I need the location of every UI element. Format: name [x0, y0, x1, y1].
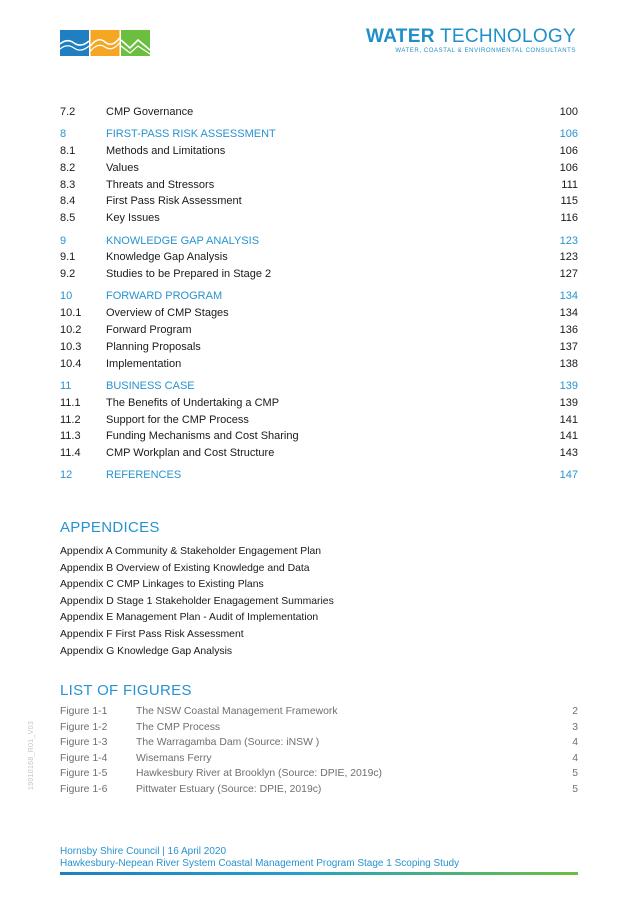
figure-page: 3 [572, 721, 578, 733]
figures-list [60, 704, 578, 797]
figure-title: Hawkesbury River at Brooklyn (Source: DPIE, 2019c) [136, 768, 383, 779]
figure-page: 5 [572, 783, 578, 795]
brand-name [366, 27, 576, 47]
toc-entry-title: Knowledge Gap Analysis [106, 251, 228, 264]
figure-page: 4 [572, 737, 578, 748]
toc-entry-page: 106 [559, 161, 578, 174]
toc-section-row[interactable] [60, 143, 578, 160]
toc-entry-title: The Benefits of Undertaking a CMP [106, 396, 280, 409]
toc-entry-title: FORWARD PROGRAM [106, 290, 223, 303]
footer-divider [60, 872, 578, 875]
toc-entry-page: 139 [559, 379, 578, 392]
toc-entry-page: 134 [559, 290, 578, 303]
toc-entry-title: Support for the CMP Process [106, 413, 249, 426]
toc-section-row[interactable] [60, 322, 578, 339]
figures-heading: LIST OF FIGURES [60, 682, 192, 699]
toc-section-row[interactable] [60, 339, 578, 356]
toc-section-row[interactable] [60, 445, 578, 462]
figure-list-row[interactable] [60, 766, 578, 782]
appendix-item[interactable]: Appendix F First Pass Risk Assessment [60, 628, 244, 640]
toc-entry-title: Values [106, 161, 139, 174]
toc-entry-number: 8.3 [60, 178, 76, 191]
toc-entry-title: Methods and Limitations [106, 145, 226, 158]
toc-entry-title: Key Issues [106, 212, 160, 225]
toc-entry-page: 137 [559, 340, 578, 353]
toc-entry-page: 141 [559, 413, 578, 426]
toc-entry-page: 116 [560, 212, 578, 225]
toc-entry-title: CMP Governance [106, 106, 194, 118]
toc-entry-page: 100 [559, 106, 578, 118]
figure-list-row[interactable] [60, 720, 578, 736]
appendices-list [60, 544, 380, 660]
toc-entry-title: Planning Proposals [106, 340, 201, 353]
appendices-heading: APPENDICES [60, 519, 160, 536]
appendix-item[interactable]: Appendix B Overview of Existing Knowledge and Data [60, 562, 310, 574]
toc-section-row[interactable] [60, 428, 578, 445]
figure-number: Figure 1-4 [60, 752, 108, 764]
toc-entry-title: Implementation [106, 357, 182, 370]
brand-name-bold: WATER [366, 26, 435, 47]
figure-number: Figure 1-2 [60, 721, 108, 733]
toc-section-row[interactable] [60, 104, 578, 121]
toc-entry-title: BUSINESS CASE [106, 379, 195, 392]
brand-tagline: WATER, COASTAL & ENVIRONMENTAL CONSULTANTS [395, 48, 576, 54]
toc-entry-page: 147 [559, 469, 578, 482]
toc-section-row[interactable] [60, 249, 578, 266]
toc-entry-page: 134 [559, 307, 578, 320]
toc-entry-title: First Pass Risk Assessment [106, 195, 242, 208]
toc-entry-number: 11 [60, 379, 72, 392]
appendix-item[interactable]: Appendix E Management Plan - Audit of Implementation [60, 612, 319, 624]
figure-number: Figure 1-3 [60, 737, 108, 748]
toc-entry-page: 136 [559, 324, 578, 337]
toc-chapter-row[interactable] [60, 378, 578, 395]
toc-entry-number: 10.2 [60, 324, 82, 337]
toc-section-row[interactable] [60, 160, 578, 177]
toc-entry-number: 8.5 [60, 212, 76, 225]
figure-page: 4 [572, 752, 578, 764]
toc-entry-title: Studies to be Prepared in Stage 2 [106, 268, 272, 281]
toc-entry-page: 111 [561, 178, 578, 191]
toc-entry-number: 10 [60, 290, 73, 303]
toc-entry-page: 123 [559, 251, 578, 264]
toc-entry-page: 138 [559, 357, 578, 370]
toc-entry-title: CMP Workplan and Cost Structure [106, 447, 275, 460]
toc-entry-page: 139 [559, 396, 578, 409]
figure-list-row[interactable] [60, 704, 578, 720]
toc-entry-title: Funding Mechanisms and Cost Sharing [106, 430, 299, 443]
figure-list-row[interactable] [60, 782, 578, 798]
toc-entry-page: 106 [559, 128, 578, 141]
toc-section-row[interactable] [60, 305, 578, 322]
toc-entry-title: Threats and Stressors [106, 178, 215, 191]
toc-entry-number: 12 [60, 469, 73, 482]
figure-title: The NSW Coastal Management Framework [136, 706, 338, 717]
appendix-item[interactable]: Appendix C CMP Linkages to Existing Plans [60, 579, 264, 591]
toc-entry-number: 9.2 [60, 268, 76, 281]
toc-section-row[interactable] [60, 356, 578, 373]
figure-list-row[interactable] [60, 735, 578, 751]
toc-entry-page: 123 [559, 234, 578, 247]
figure-page: 5 [572, 768, 578, 779]
toc-entry-number: 11.3 [60, 430, 81, 443]
footer-project-title: Hawkesbury-Nepean River System Coastal Management Program Stage 1 Scoping Study [60, 858, 460, 869]
toc-entry-number: 7.2 [60, 106, 76, 118]
toc-chapter-row[interactable] [60, 288, 578, 305]
toc-entry-number: 8.2 [60, 161, 76, 174]
toc-entry-page: 143 [559, 447, 578, 460]
toc-entry-number: 8.1 [60, 145, 76, 158]
appendix-item[interactable]: Appendix G Knowledge Gap Analysis [60, 645, 233, 657]
toc-section-row[interactable] [60, 193, 578, 210]
toc-entry-page: 115 [560, 195, 578, 208]
figure-number: Figure 1-6 [60, 783, 108, 795]
toc-entry-number: 10.1 [60, 307, 82, 320]
figure-number: Figure 1-5 [60, 768, 108, 779]
figure-page: 2 [572, 706, 578, 717]
toc-entry-title: REFERENCES [106, 469, 182, 482]
appendix-item[interactable]: Appendix A Community & Stakeholder Engagement Plan [60, 546, 322, 557]
brand-name-light: TECHNOLOGY [439, 26, 576, 47]
figure-title: The CMP Process [136, 721, 221, 733]
toc-section-row[interactable] [60, 412, 578, 429]
figure-title: Pittwater Estuary (Source: DPIE, 2019c) [136, 783, 322, 795]
toc-entry-number: 11.4 [60, 447, 81, 460]
footer-client-date: Hornsby Shire Council | 16 April 2020 [60, 846, 227, 857]
toc-entry-number: 9.1 [60, 251, 76, 264]
company-logo-icon [60, 30, 150, 56]
appendix-item[interactable]: Appendix D Stage 1 Stakeholder Enagagement Summaries [60, 595, 334, 607]
toc-chapter-row[interactable] [60, 126, 578, 143]
toc-entry-number: 10.3 [60, 340, 82, 353]
toc-entry-number: 9 [60, 234, 67, 247]
toc-entry-number: 8 [60, 128, 67, 141]
brand-wordmark [366, 27, 576, 54]
toc-entry-number: 11.1 [60, 396, 81, 409]
table-of-contents [60, 104, 578, 484]
toc-entry-number: 10.4 [60, 357, 82, 370]
toc-section-row[interactable] [60, 177, 578, 194]
document-reference: 19010168_R01_V03 [28, 720, 35, 790]
figure-title: Wisemans Ferry [136, 752, 212, 764]
toc-entry-title: Forward Program [106, 324, 192, 337]
toc-chapter-row[interactable] [60, 233, 578, 250]
toc-section-row[interactable] [60, 210, 578, 227]
toc-section-row[interactable] [60, 395, 578, 412]
toc-entry-page: 127 [559, 268, 578, 281]
toc-entry-page: 106 [559, 145, 578, 158]
toc-entry-page: 141 [559, 430, 578, 443]
figure-list-row[interactable] [60, 751, 578, 767]
figure-number: Figure 1-1 [60, 706, 108, 717]
toc-entry-title: FIRST-PASS RISK ASSESSMENT [106, 128, 276, 141]
toc-entry-number: 11.2 [60, 413, 81, 426]
toc-section-row[interactable] [60, 266, 578, 283]
toc-entry-number: 8.4 [60, 195, 76, 208]
toc-entry-title: Overview of CMP Stages [106, 307, 229, 320]
toc-entry-title: KNOWLEDGE GAP ANALYSIS [106, 234, 260, 247]
figure-title: The Warragamba Dam (Source: iNSW ) [136, 737, 320, 748]
footer [60, 846, 459, 870]
toc-chapter-row[interactable] [60, 467, 578, 484]
